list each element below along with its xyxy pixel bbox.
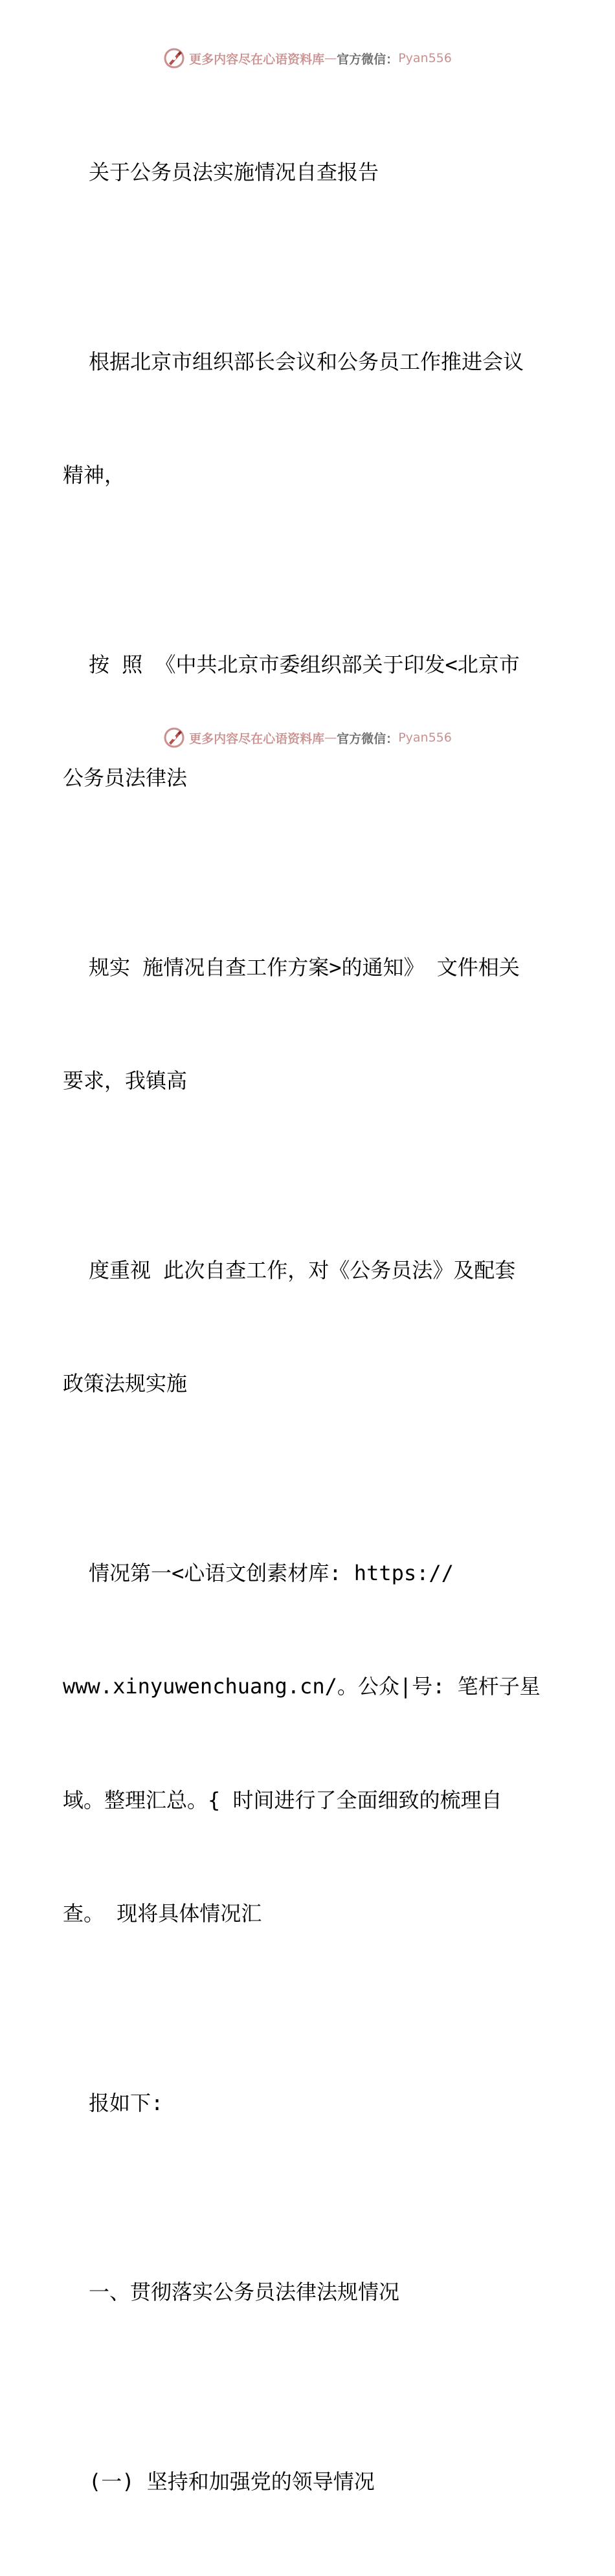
banner-wechat-id: Pyan556 — [398, 731, 452, 745]
banner-dash: — — [324, 731, 337, 745]
banner-dash: — — [324, 51, 337, 65]
text-line: 域。整理汇总。{ 时间进行了全面细致的梳理自 — [63, 1781, 555, 1820]
paragraph-review — [63, 1479, 555, 2009]
header-watermark-banner — [0, 45, 615, 71]
banner-main-text: 更多内容尽在心语资料库 — [189, 50, 324, 67]
text-line: 一、贯彻落实公务员法律法规情况 — [63, 2273, 555, 2311]
banner-wechat-label: 官方微信： — [337, 50, 398, 67]
footer-watermark-banner — [0, 725, 615, 751]
text-line: www.xinyuwenchuang.cn/。公众|号: 笔杆子星 — [63, 1668, 555, 1706]
section-heading-1 — [63, 2197, 555, 2387]
pen-logo-icon — [163, 727, 185, 749]
banner-main-text: 更多内容尽在心语资料库 — [189, 729, 324, 747]
text-line: 报如下: — [63, 2084, 555, 2122]
text-line: 情况第一<心语文创素材库: https:// — [63, 1554, 555, 1592]
paragraph-report-intro — [63, 2009, 555, 2198]
document-body — [63, 78, 555, 2576]
subsection-heading-1 — [63, 2387, 555, 2576]
text-line: 按 照 《中共北京市委组织部关于印发<北京市 — [63, 646, 555, 684]
report-title — [63, 78, 555, 267]
text-line: 度重视 此次自查工作，对《公务员法》及配套 — [63, 1251, 555, 1290]
text-line: 查。 现将具体情况汇 — [63, 1895, 555, 1933]
banner-wechat-id: Pyan556 — [398, 51, 452, 65]
text-line: 关于公务员法实施情况自查报告 — [63, 153, 555, 192]
text-line: 规实 施情况自查工作方案>的通知》 文件相关 — [63, 949, 555, 987]
text-line: 政策法规实施 — [63, 1365, 555, 1403]
paragraph-notice — [63, 570, 555, 873]
text-line: 根据北京市组织部长会议和公务员工作推进会议 — [63, 343, 555, 381]
paragraph-requirements — [63, 873, 555, 1176]
pen-logo-icon — [163, 47, 185, 69]
text-line: 精神， — [63, 456, 555, 494]
paragraph-attention — [63, 1176, 555, 1479]
paragraph-basis — [63, 267, 555, 570]
text-line: (一) 坚持和加强党的领导情况 — [63, 2463, 555, 2501]
text-line: 公务员法律法 — [63, 759, 555, 797]
text-line: 要求，我镇高 — [63, 1062, 555, 1100]
banner-wechat-label: 官方微信： — [337, 729, 398, 747]
